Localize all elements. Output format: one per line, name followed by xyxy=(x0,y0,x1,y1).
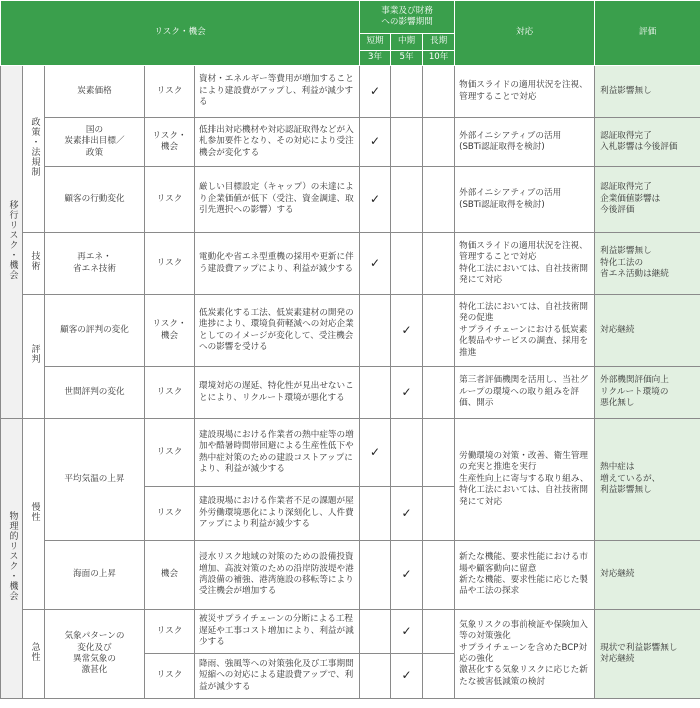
risk-description: 降雨、強風等への対策強化及び工事期間短縮への対応による建設費アップで、利益が減少する xyxy=(195,654,360,699)
risk-item: 世間評判の変化 xyxy=(45,367,145,419)
check-mark-icon: ✓ xyxy=(401,384,412,399)
response-text: 物価スライドの適用状況を注視、管理することで対応 xyxy=(455,66,595,118)
subcategory-tech: 技術 xyxy=(23,233,45,295)
check-mid xyxy=(391,66,423,118)
header-short-years: 3年 xyxy=(360,51,391,66)
check-mid xyxy=(391,541,423,610)
evaluation-text: 認証取得完了 入札影響は今後評価 xyxy=(595,118,700,167)
response-text: 物価スライドの適用状況を注視、管理することで対応 特化工法においては、自社技術開発にて対応 xyxy=(455,233,595,295)
check-long xyxy=(423,118,455,167)
evaluation-text: 対応継続 xyxy=(595,541,700,610)
category-transition: 移行リスク・機会 xyxy=(1,66,23,419)
risk-kind: リスク・ 機会 xyxy=(145,295,195,367)
header-evaluation: 評価 xyxy=(595,1,700,66)
risk-description: 厳しい目標設定（キャップ）の未達により企業価値が低下（受注、資金調達、取引先選択への影響）する xyxy=(195,167,360,233)
table-row xyxy=(1,66,700,118)
risk-item: 顧客の行動変化 xyxy=(45,167,145,233)
risk-kind: リスク xyxy=(145,233,195,295)
table-row xyxy=(1,367,700,419)
risk-description: 低排出対応機材や対応認証取得などが入札参加要件となり、その対応により受注機会が変化する xyxy=(195,118,360,167)
evaluation-text: 現状で利益影響無し 対応継続 xyxy=(595,610,700,699)
check-long xyxy=(423,367,455,419)
risk-description: 環境対応の遅延、特化性が見出せないことにより、リクルート環境が悪化する xyxy=(195,367,360,419)
evaluation-text: 認証取得完了 企業価値影響は 今後評価 xyxy=(595,167,700,233)
check-short xyxy=(360,654,391,699)
check-long xyxy=(423,167,455,233)
risk-kind: リスク xyxy=(145,367,195,419)
check-short xyxy=(360,487,391,541)
category-physical: 物理的リスク・機会 xyxy=(1,419,23,699)
response-text: 気象リスクの事前検証や保険加入等の対策強化 サプライチェーンを含めたBCP対応の強化 激甚化する気象リスクに応じた新たな被害低減策の検討 xyxy=(455,610,595,699)
evaluation-text: 外部機関評価向上 リクルート環境の 悪化無し xyxy=(595,367,700,419)
header-long-years: 10年 xyxy=(423,51,455,66)
check-short xyxy=(360,541,391,610)
risk-item: 気象パターンの 変化及び 異常気象の 激甚化 xyxy=(45,610,145,699)
check-mark-icon: ✓ xyxy=(401,505,412,520)
subcategory-acute: 急性 xyxy=(23,610,45,699)
response-text: 第三者評価機関を活用し、当社グループの環境への取り組みを評価、開示 xyxy=(455,367,595,419)
check-long xyxy=(423,610,455,654)
risk-description: 被災サプライチェーンの分断による工程遅延や工事コスト増加により、利益が減少する xyxy=(195,610,360,654)
check-mid xyxy=(391,118,423,167)
check-long xyxy=(423,541,455,610)
risk-description: 建設現場における作業者の熱中症等の増加や酷暑時間帯回避による生産性低下や熱中症対策のための建設コストアップにより、利益が減少する xyxy=(195,419,360,487)
check-mark-icon: ✓ xyxy=(370,444,381,459)
risk-description: 建設現場における作業者不足の課題が屋外労働環境悪化により深刻化し、人件費アップにより利益が減少する xyxy=(195,487,360,541)
check-short xyxy=(360,118,391,167)
risk-item: 炭素価格 xyxy=(45,66,145,118)
risk-kind: リスク・ 機会 xyxy=(145,118,195,167)
check-mid xyxy=(391,654,423,699)
check-mark-icon: ✓ xyxy=(370,191,381,206)
response-text: 労働環境の対策・改善、衛生管理の充実と推進を実行 生産性向上に寄与する取り組み、特化工法においては、自社技術開発にて対応 xyxy=(455,419,595,541)
check-long xyxy=(423,66,455,118)
check-long xyxy=(423,419,455,487)
check-mark-icon: ✓ xyxy=(401,567,412,582)
check-short xyxy=(360,295,391,367)
table-row xyxy=(1,610,700,654)
check-mid xyxy=(391,419,423,487)
check-mid xyxy=(391,233,423,295)
risk-item: 国の 炭素排出目標／ 政策 xyxy=(45,118,145,167)
subcategory-reputation: 評判 xyxy=(23,295,45,419)
check-long xyxy=(423,295,455,367)
check-mark-icon: ✓ xyxy=(370,83,381,98)
check-long xyxy=(423,233,455,295)
header-risk-opportunity: リスク・機会 xyxy=(1,1,360,66)
subcategory-chronic: 慢性 xyxy=(23,419,45,610)
check-mid xyxy=(391,610,423,654)
check-mark-icon: ✓ xyxy=(401,322,412,337)
risk-kind: リスク xyxy=(145,610,195,654)
check-mid xyxy=(391,167,423,233)
table-row xyxy=(1,295,700,367)
check-short xyxy=(360,419,391,487)
risk-description: 低炭素化する工法、低炭素建材の開発の進捗により、環境負荷軽減への対応企業としてのイメージが変化して、受注機会への影響を受ける xyxy=(195,295,360,367)
evaluation-text: 利益影響無し 特化工法の 省エネ活動は継続 xyxy=(595,233,700,295)
risk-description: 浸水リスク地域の対策のための設備投資増加、高波対策のための沿岸防波堤や港湾設備の補強、港湾施設の移転等により受注機会が増加する xyxy=(195,541,360,610)
check-mid xyxy=(391,295,423,367)
table-row xyxy=(1,118,700,167)
check-short xyxy=(360,66,391,118)
evaluation-text: 利益影響無し xyxy=(595,66,700,118)
check-long xyxy=(423,654,455,699)
evaluation-text: 対応継続 xyxy=(595,295,700,367)
check-mark-icon: ✓ xyxy=(370,255,381,270)
response-text: 特化工法においては、自社技術開発の促進 サプライチェーンにおける低炭素化製品やサービスの調査、採用を推進 xyxy=(455,295,595,367)
risk-kind: リスク xyxy=(145,487,195,541)
risk-item: 海面の上昇 xyxy=(45,541,145,610)
header-impact-period: 事業及び財務 への影響期間 xyxy=(360,1,455,34)
response-text: 外部イニシアティブの活用 (SBTi認証取得を検討) xyxy=(455,118,595,167)
evaluation-text: 熱中症は 増えているが、 利益影響無し xyxy=(595,419,700,541)
check-short xyxy=(360,367,391,419)
check-short xyxy=(360,167,391,233)
header-long: 長期 xyxy=(423,34,455,51)
check-mark-icon: ✓ xyxy=(401,623,412,638)
check-short xyxy=(360,233,391,295)
table-row xyxy=(1,167,700,233)
check-mark-icon: ✓ xyxy=(401,668,412,683)
risk-description: 電動化や省エネ型重機の採用や更新に伴う建設費アップにより、利益が減少する xyxy=(195,233,360,295)
header-mid-years: 5年 xyxy=(391,51,423,66)
table-row xyxy=(1,233,700,295)
subcategory-policy: 政策・法規制 xyxy=(23,66,45,233)
risk-kind: リスク xyxy=(145,654,195,699)
risk-description: 資材・エネルギー等費用が増加することにより建設費がアップし、利益が減少する xyxy=(195,66,360,118)
check-mid xyxy=(391,367,423,419)
risk-kind: リスク xyxy=(145,66,195,118)
table-row xyxy=(1,541,700,610)
response-text: 外部イニシアティブの活用 (SBTi認証取得を検討) xyxy=(455,167,595,233)
risk-item: 顧客の評判の変化 xyxy=(45,295,145,367)
risk-kind: リスク xyxy=(145,167,195,233)
risk-item: 平均気温の上昇 xyxy=(45,419,145,541)
check-short xyxy=(360,610,391,654)
header-response: 対応 xyxy=(455,1,595,66)
risk-kind: 機会 xyxy=(145,541,195,610)
header-short: 短期 xyxy=(360,34,391,51)
risk-item: 再エネ・ 省エネ技術 xyxy=(45,233,145,295)
response-text: 新たな機能、要求性能における市場や顧客動向に留意 新たな機能、要求性能に応じた製品や工法の探求 xyxy=(455,541,595,610)
check-mid xyxy=(391,487,423,541)
risk-kind: リスク xyxy=(145,419,195,487)
header-mid: 中期 xyxy=(391,34,423,51)
table-row xyxy=(1,419,700,487)
check-long xyxy=(423,487,455,541)
check-mark-icon: ✓ xyxy=(370,134,381,149)
